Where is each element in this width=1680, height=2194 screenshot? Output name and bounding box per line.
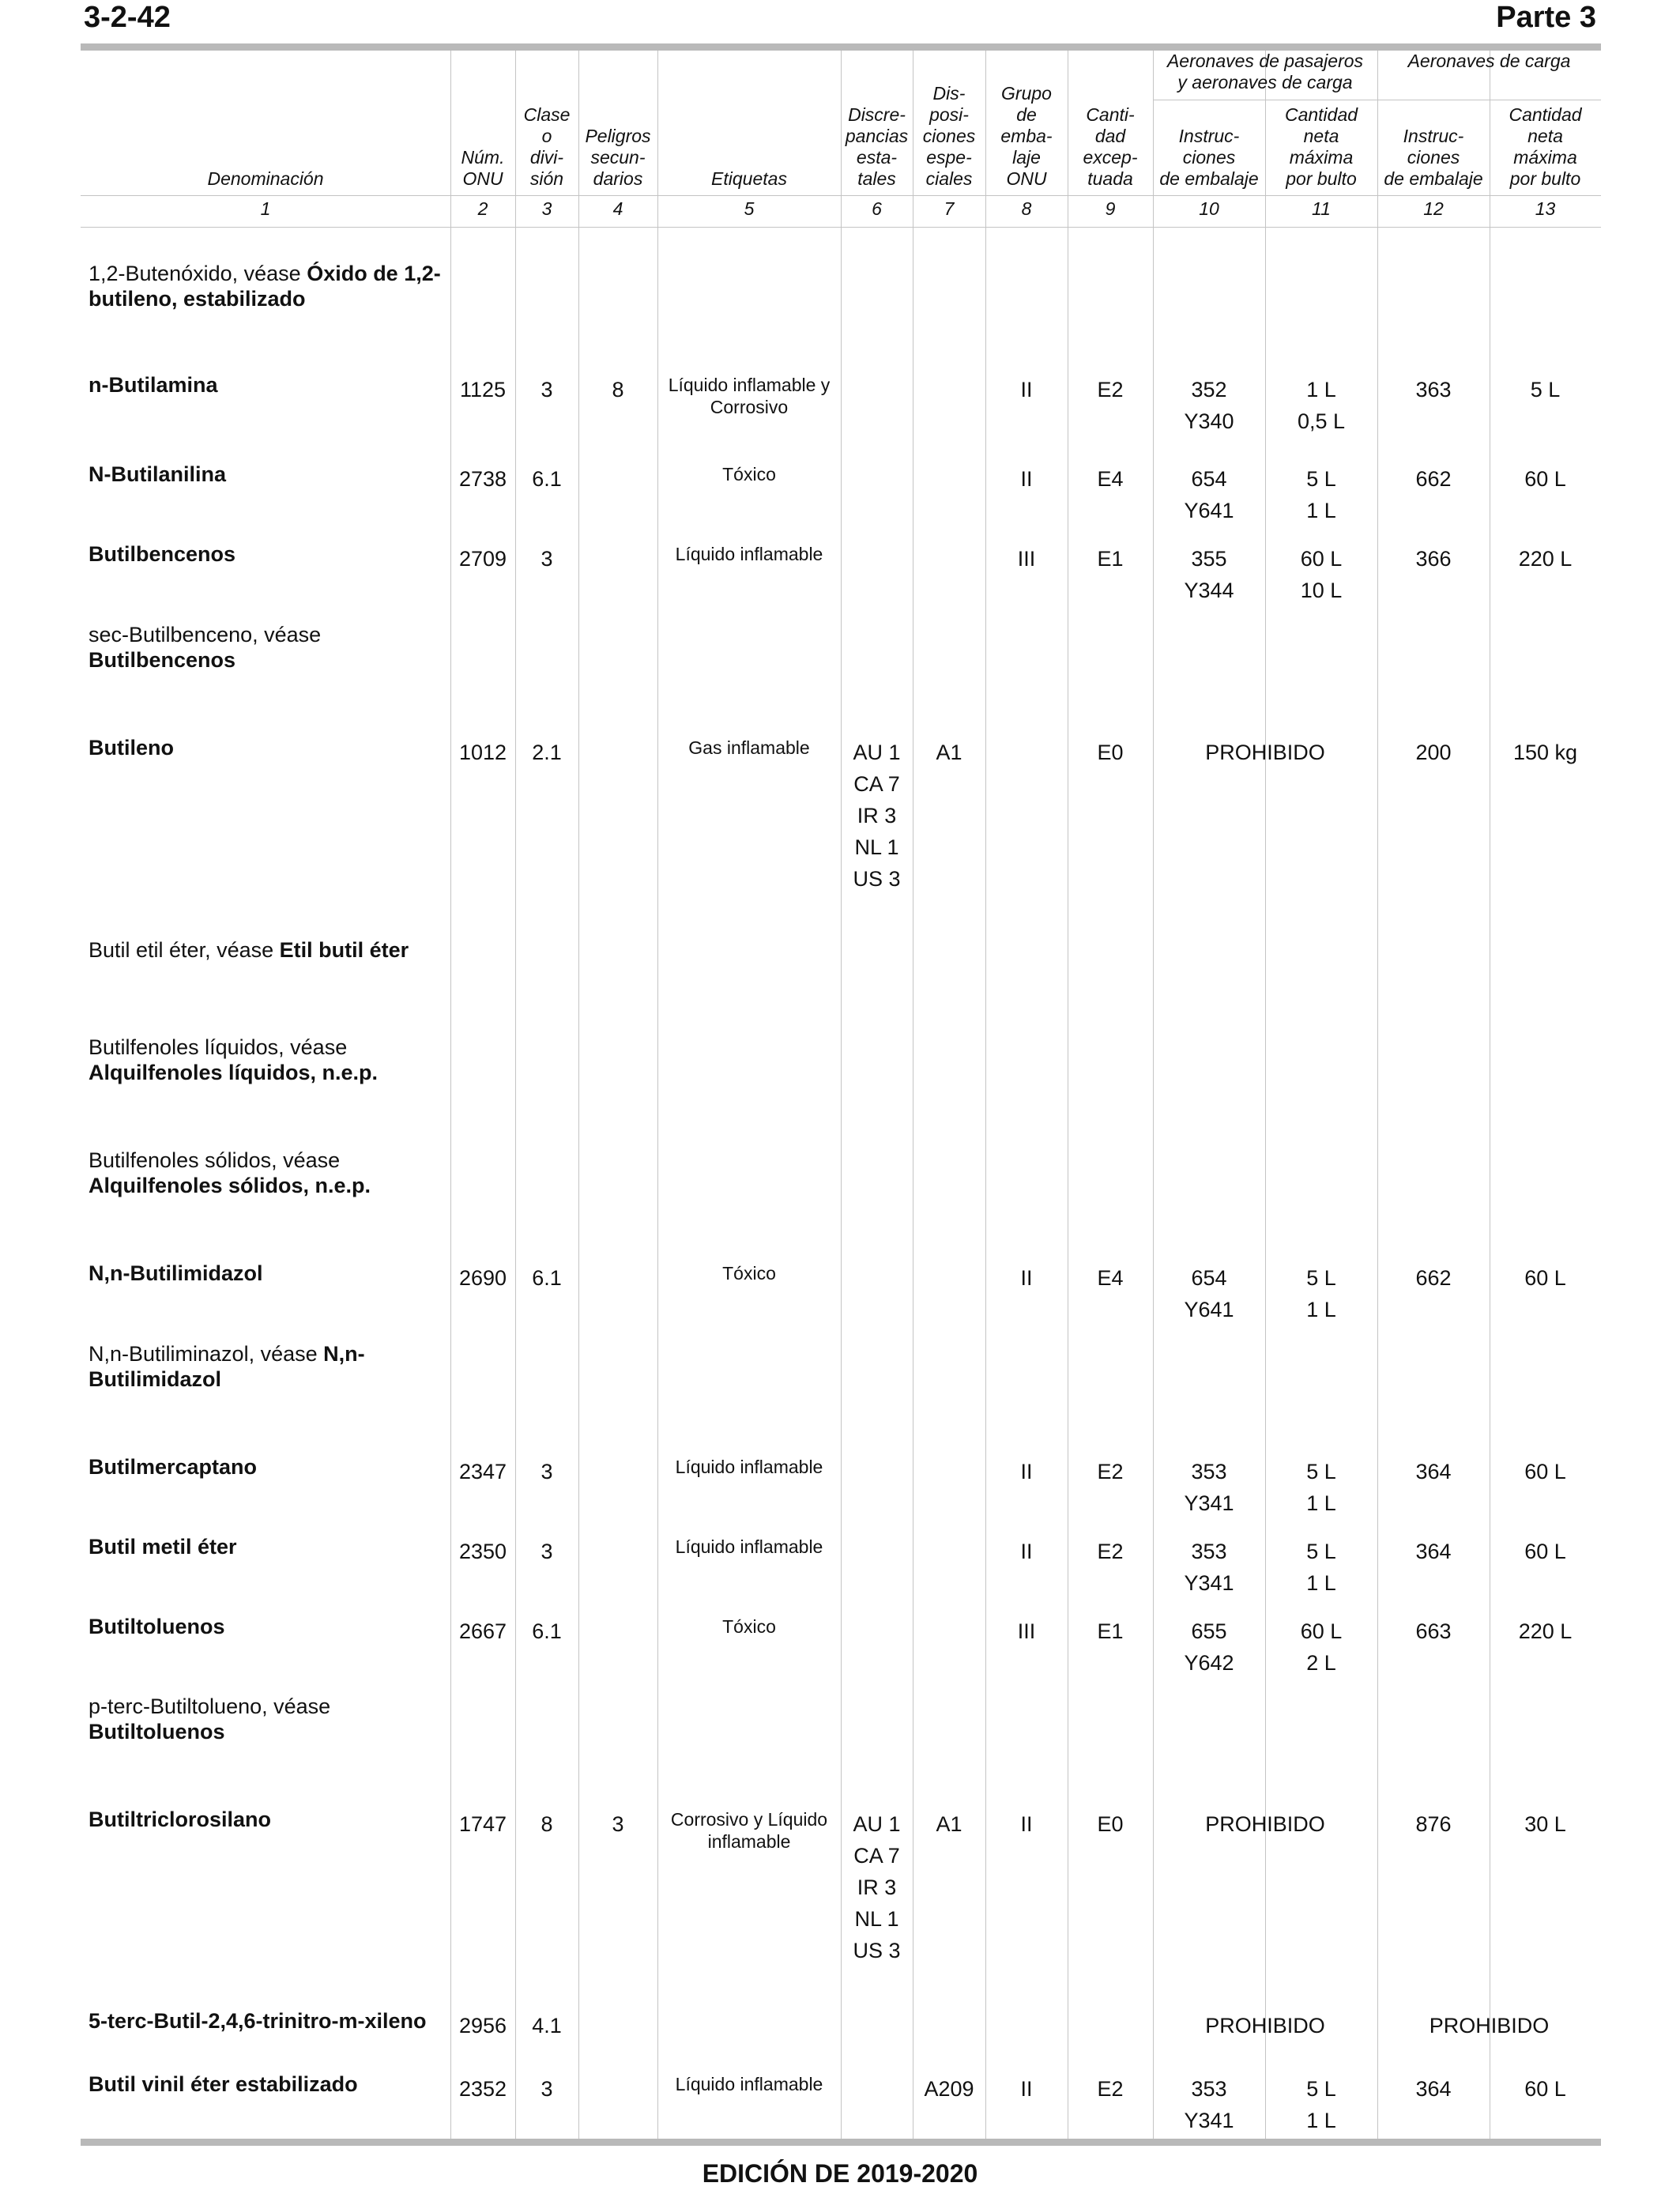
column-header: Canti- dad excep- tuada: [1083, 104, 1138, 189]
excepted-quantity: E4: [1097, 467, 1124, 491]
substance-name: [89, 1694, 452, 1744]
packing-group: II: [1020, 1460, 1033, 1483]
cargo-max-quantity: 30 L: [1524, 1812, 1566, 1836]
pax-packing-instruction: 352 Y340: [1184, 378, 1234, 433]
column-number: 4: [612, 198, 623, 219]
excepted-quantity: E4: [1097, 1266, 1124, 1290]
name-bold: N,n-Butilimidazol: [89, 1342, 365, 1391]
name-bold: N,n-Butilimidazol: [89, 1261, 263, 1285]
cargo-forbidden: PROHIBIDO: [1429, 2014, 1550, 2038]
column-number: 3: [541, 198, 552, 219]
cargo-packing-instruction: 876: [1415, 1812, 1452, 1836]
name-bold: Butilbencenos: [89, 542, 236, 566]
excepted-quantity: E2: [1097, 378, 1124, 401]
name-bold: N-Butilanilina: [89, 462, 226, 486]
un-number: 2347: [458, 1460, 507, 1483]
name-plain: sec-Butilbenceno, véase: [89, 623, 322, 647]
header-divider: [81, 227, 1601, 228]
cargo-max-quantity: 150 kg: [1512, 741, 1578, 764]
subsidiary-hazard: 3: [612, 1812, 624, 1836]
cargo-packing-instruction: 663: [1415, 1619, 1452, 1643]
cargo-max-quantity: 60 L: [1524, 467, 1566, 491]
special-provisions: A1: [936, 741, 962, 764]
un-number: 2352: [458, 2077, 507, 2101]
column-number: 8: [1021, 198, 1032, 219]
name-bold: Butil vinil éter estabilizado: [89, 2072, 358, 2096]
pax-max-quantity: 5 L 1 L: [1306, 467, 1336, 522]
class-division: 3: [541, 1460, 553, 1483]
pax-packing-instruction: 353 Y341: [1184, 1460, 1234, 1515]
bottom-rule: [81, 2139, 1601, 2146]
name-bold: Etil butil éter: [279, 938, 409, 962]
cargo-packing-instruction: 200: [1415, 741, 1452, 764]
hazard-label: Corrosivo y Líquido inflamable: [670, 1809, 828, 1852]
pax-max-quantity: 60 L 2 L: [1300, 1619, 1343, 1675]
name-bold: Alquilfenoles líquidos, n.e.p.: [89, 1061, 379, 1084]
column-header: Instruc- ciones de embalaje: [1384, 126, 1483, 189]
name-plain: N,n-Butiliminazol, véase: [89, 1342, 324, 1366]
class-division: 6.1: [532, 1619, 562, 1643]
substance-name: [89, 1148, 452, 1198]
name-plain: Butilfenoles sólidos, véase: [89, 1148, 341, 1172]
substance-name: [89, 462, 452, 487]
class-division: 3: [541, 1540, 553, 1563]
pax-max-quantity: 5 L 1 L: [1306, 1540, 1336, 1595]
cargo-max-quantity: 60 L: [1524, 1266, 1566, 1290]
special-provisions: A1: [936, 1812, 962, 1836]
class-division: 3: [541, 2077, 553, 2101]
class-division: 6.1: [532, 1266, 562, 1290]
substance-name: [89, 622, 452, 673]
excepted-quantity: E2: [1097, 1460, 1124, 1483]
pax-packing-instruction: 355 Y344: [1184, 547, 1234, 602]
hazard-label: Gas inflamable: [688, 737, 810, 758]
pax-max-quantity: 60 L 10 L: [1300, 547, 1343, 602]
name-bold: Alquilfenoles sólidos, n.e.p.: [89, 1174, 371, 1197]
substance-name: [89, 1454, 452, 1480]
excepted-quantity: E1: [1097, 1619, 1124, 1643]
state-variations: AU 1 CA 7 IR 3 NL 1 US 3: [853, 1812, 901, 1962]
packing-group: II: [1020, 1812, 1033, 1836]
name-plain: Butil etil éter, véase: [89, 938, 280, 962]
column-number: 13: [1535, 198, 1556, 219]
edition-footer: EDICIÓN DE 2019-2020: [702, 2159, 978, 2188]
name-bold: Óxido de 1,2-butileno, estabilizado: [89, 262, 441, 311]
special-provisions: A209: [924, 2077, 974, 2101]
un-number: 2350: [458, 1540, 507, 1563]
substance-name: [89, 1534, 452, 1559]
state-variations: AU 1 CA 7 IR 3 NL 1 US 3: [853, 741, 901, 891]
pax-packing-instruction: 353 Y341: [1184, 2077, 1234, 2132]
pax-packing-instruction: 353 Y341: [1184, 1540, 1234, 1595]
substance-name: [89, 1341, 452, 1392]
excepted-quantity: E2: [1097, 2077, 1124, 2101]
substance-name: [89, 261, 452, 311]
name-bold: Butileno: [89, 736, 174, 760]
class-division: 3: [541, 547, 553, 571]
class-division: 8: [541, 1812, 553, 1836]
top-rule: [81, 43, 1601, 51]
un-number: 2956: [458, 2014, 507, 2038]
cargo-max-quantity: 60 L: [1524, 1540, 1566, 1563]
group-header-cargo: Aeronaves de carga: [1407, 51, 1571, 71]
hazard-label: Líquido inflamable: [675, 2074, 823, 2094]
column-number: 5: [744, 198, 755, 219]
pax-forbidden: PROHIBIDO: [1205, 2014, 1325, 2038]
cargo-packing-instruction: 662: [1415, 1266, 1452, 1290]
pax-forbidden: PROHIBIDO: [1205, 741, 1325, 764]
excepted-quantity: E0: [1097, 1812, 1124, 1836]
packing-group: II: [1020, 378, 1033, 401]
packing-group: II: [1020, 467, 1033, 491]
column-number: 7: [944, 198, 955, 219]
name-bold: Butiltriclorosilano: [89, 1808, 272, 1831]
name-bold: 5-terc-Butil-2,4,6-trinitro-m-xileno: [89, 2009, 427, 2033]
un-number: 1012: [458, 741, 507, 764]
substance-name: [89, 2008, 452, 2034]
hazard-label: Tóxico: [722, 1616, 776, 1637]
pax-max-quantity: 1 L 0,5 L: [1297, 378, 1346, 433]
column-header: Clase o divi- sión: [523, 104, 571, 189]
un-number: 2738: [458, 467, 507, 491]
pax-packing-instruction: 655 Y642: [1184, 1619, 1234, 1675]
pax-forbidden: PROHIBIDO: [1205, 1812, 1325, 1836]
substance-name: [89, 735, 452, 760]
name-plain: 1,2-Butenóxido, véase: [89, 262, 307, 285]
class-division: 6.1: [532, 467, 562, 491]
column-header: Cantidad neta máxima por bulto: [1284, 104, 1358, 189]
cargo-packing-instruction: 363: [1415, 378, 1452, 401]
name-plain: Butilfenoles líquidos, véase: [89, 1035, 348, 1059]
class-division: 3: [541, 378, 553, 401]
class-division: 4.1: [532, 2014, 562, 2038]
column-number: 12: [1423, 198, 1444, 219]
hazard-label: Líquido inflamable: [675, 1457, 823, 1477]
column-number: 2: [477, 198, 488, 219]
name-bold: n-Butilamina: [89, 373, 218, 397]
class-division: 2.1: [532, 741, 562, 764]
cargo-max-quantity: 220 L: [1518, 1619, 1573, 1643]
hazard-label: Tóxico: [722, 464, 776, 484]
column-header: Grupo de emba- laje ONU: [1000, 83, 1053, 189]
excepted-quantity: E2: [1097, 1540, 1124, 1563]
column-number: 1: [260, 198, 271, 219]
part-label: Parte 3: [1496, 1, 1596, 34]
pax-packing-instruction: 654 Y641: [1184, 1266, 1234, 1321]
un-number: 2709: [458, 547, 507, 571]
name-bold: Butil metil éter: [89, 1535, 237, 1559]
column-header: Discre- pancias esta- tales: [845, 104, 909, 189]
packing-group: III: [1017, 547, 1036, 571]
page-number: 3-2-42: [84, 1, 171, 34]
packing-group: II: [1020, 1540, 1033, 1563]
cargo-max-quantity: 5 L: [1530, 378, 1561, 401]
un-number: 1747: [458, 1812, 507, 1836]
substance-name: [89, 1035, 452, 1085]
hazard-label: Líquido inflamable: [675, 544, 823, 564]
excepted-quantity: E0: [1097, 741, 1124, 764]
column-number: 11: [1312, 198, 1331, 219]
column-header: Dis- posi- ciones espe- ciales: [922, 83, 976, 189]
cargo-max-quantity: 60 L: [1524, 2077, 1566, 2101]
subsidiary-hazard: 8: [612, 378, 624, 401]
un-number: 2690: [458, 1266, 507, 1290]
packing-group: III: [1017, 1619, 1036, 1643]
column-header: Cantidad neta máxima por bulto: [1509, 104, 1582, 189]
packing-group: II: [1020, 1266, 1033, 1290]
excepted-quantity: E1: [1097, 547, 1124, 571]
column-header: Núm. ONU: [461, 147, 505, 189]
column-header: Instruc- ciones de embalaje: [1159, 126, 1259, 189]
name-plain: p-terc-Butiltolueno, véase: [89, 1695, 331, 1718]
hazard-label: Líquido inflamable y Corrosivo: [668, 375, 831, 417]
name-bold: Butilmercaptano: [89, 1455, 258, 1479]
name-bold: Butiltoluenos: [89, 1615, 225, 1638]
cargo-packing-instruction: 364: [1415, 2077, 1452, 2101]
group-header-passenger: Aeronaves de pasajeros y aeronaves de carga: [1166, 51, 1364, 92]
substance-name: [89, 1614, 452, 1639]
packing-group: II: [1020, 2077, 1033, 2101]
cargo-packing-instruction: 364: [1415, 1460, 1452, 1483]
hazard-label: Tóxico: [722, 1263, 776, 1284]
substance-name: [89, 372, 452, 398]
un-number: 1125: [459, 378, 507, 401]
column-number: 9: [1105, 198, 1116, 219]
pax-max-quantity: 5 L 1 L: [1306, 1266, 1336, 1321]
substance-name: [89, 2071, 452, 2097]
pax-max-quantity: 5 L 1 L: [1306, 1460, 1336, 1515]
cargo-max-quantity: 60 L: [1524, 1460, 1566, 1483]
name-bold: Butilbencenos: [89, 648, 236, 672]
pax-max-quantity: 5 L 1 L: [1306, 2077, 1336, 2132]
header-divider: [81, 195, 1601, 196]
column-number: 10: [1199, 198, 1219, 219]
pax-packing-instruction: 654 Y641: [1184, 467, 1234, 522]
hazard-label: Líquido inflamable: [675, 1536, 823, 1557]
column-header: Etiquetas: [711, 168, 787, 189]
substance-name: [89, 937, 452, 963]
column-header: Peligros secun- darios: [585, 126, 651, 189]
substance-name: [89, 541, 452, 567]
cargo-packing-instruction: 366: [1415, 547, 1452, 571]
un-number: 2667: [458, 1619, 507, 1643]
cargo-packing-instruction: 364: [1415, 1540, 1452, 1563]
substance-name: [89, 1261, 452, 1286]
column-header: Denominación: [207, 168, 324, 189]
cargo-max-quantity: 220 L: [1518, 547, 1573, 571]
name-bold: Butiltoluenos: [89, 1720, 225, 1744]
cargo-packing-instruction: 662: [1415, 467, 1452, 491]
column-number: 6: [872, 198, 882, 219]
substance-name: [89, 1807, 452, 1832]
